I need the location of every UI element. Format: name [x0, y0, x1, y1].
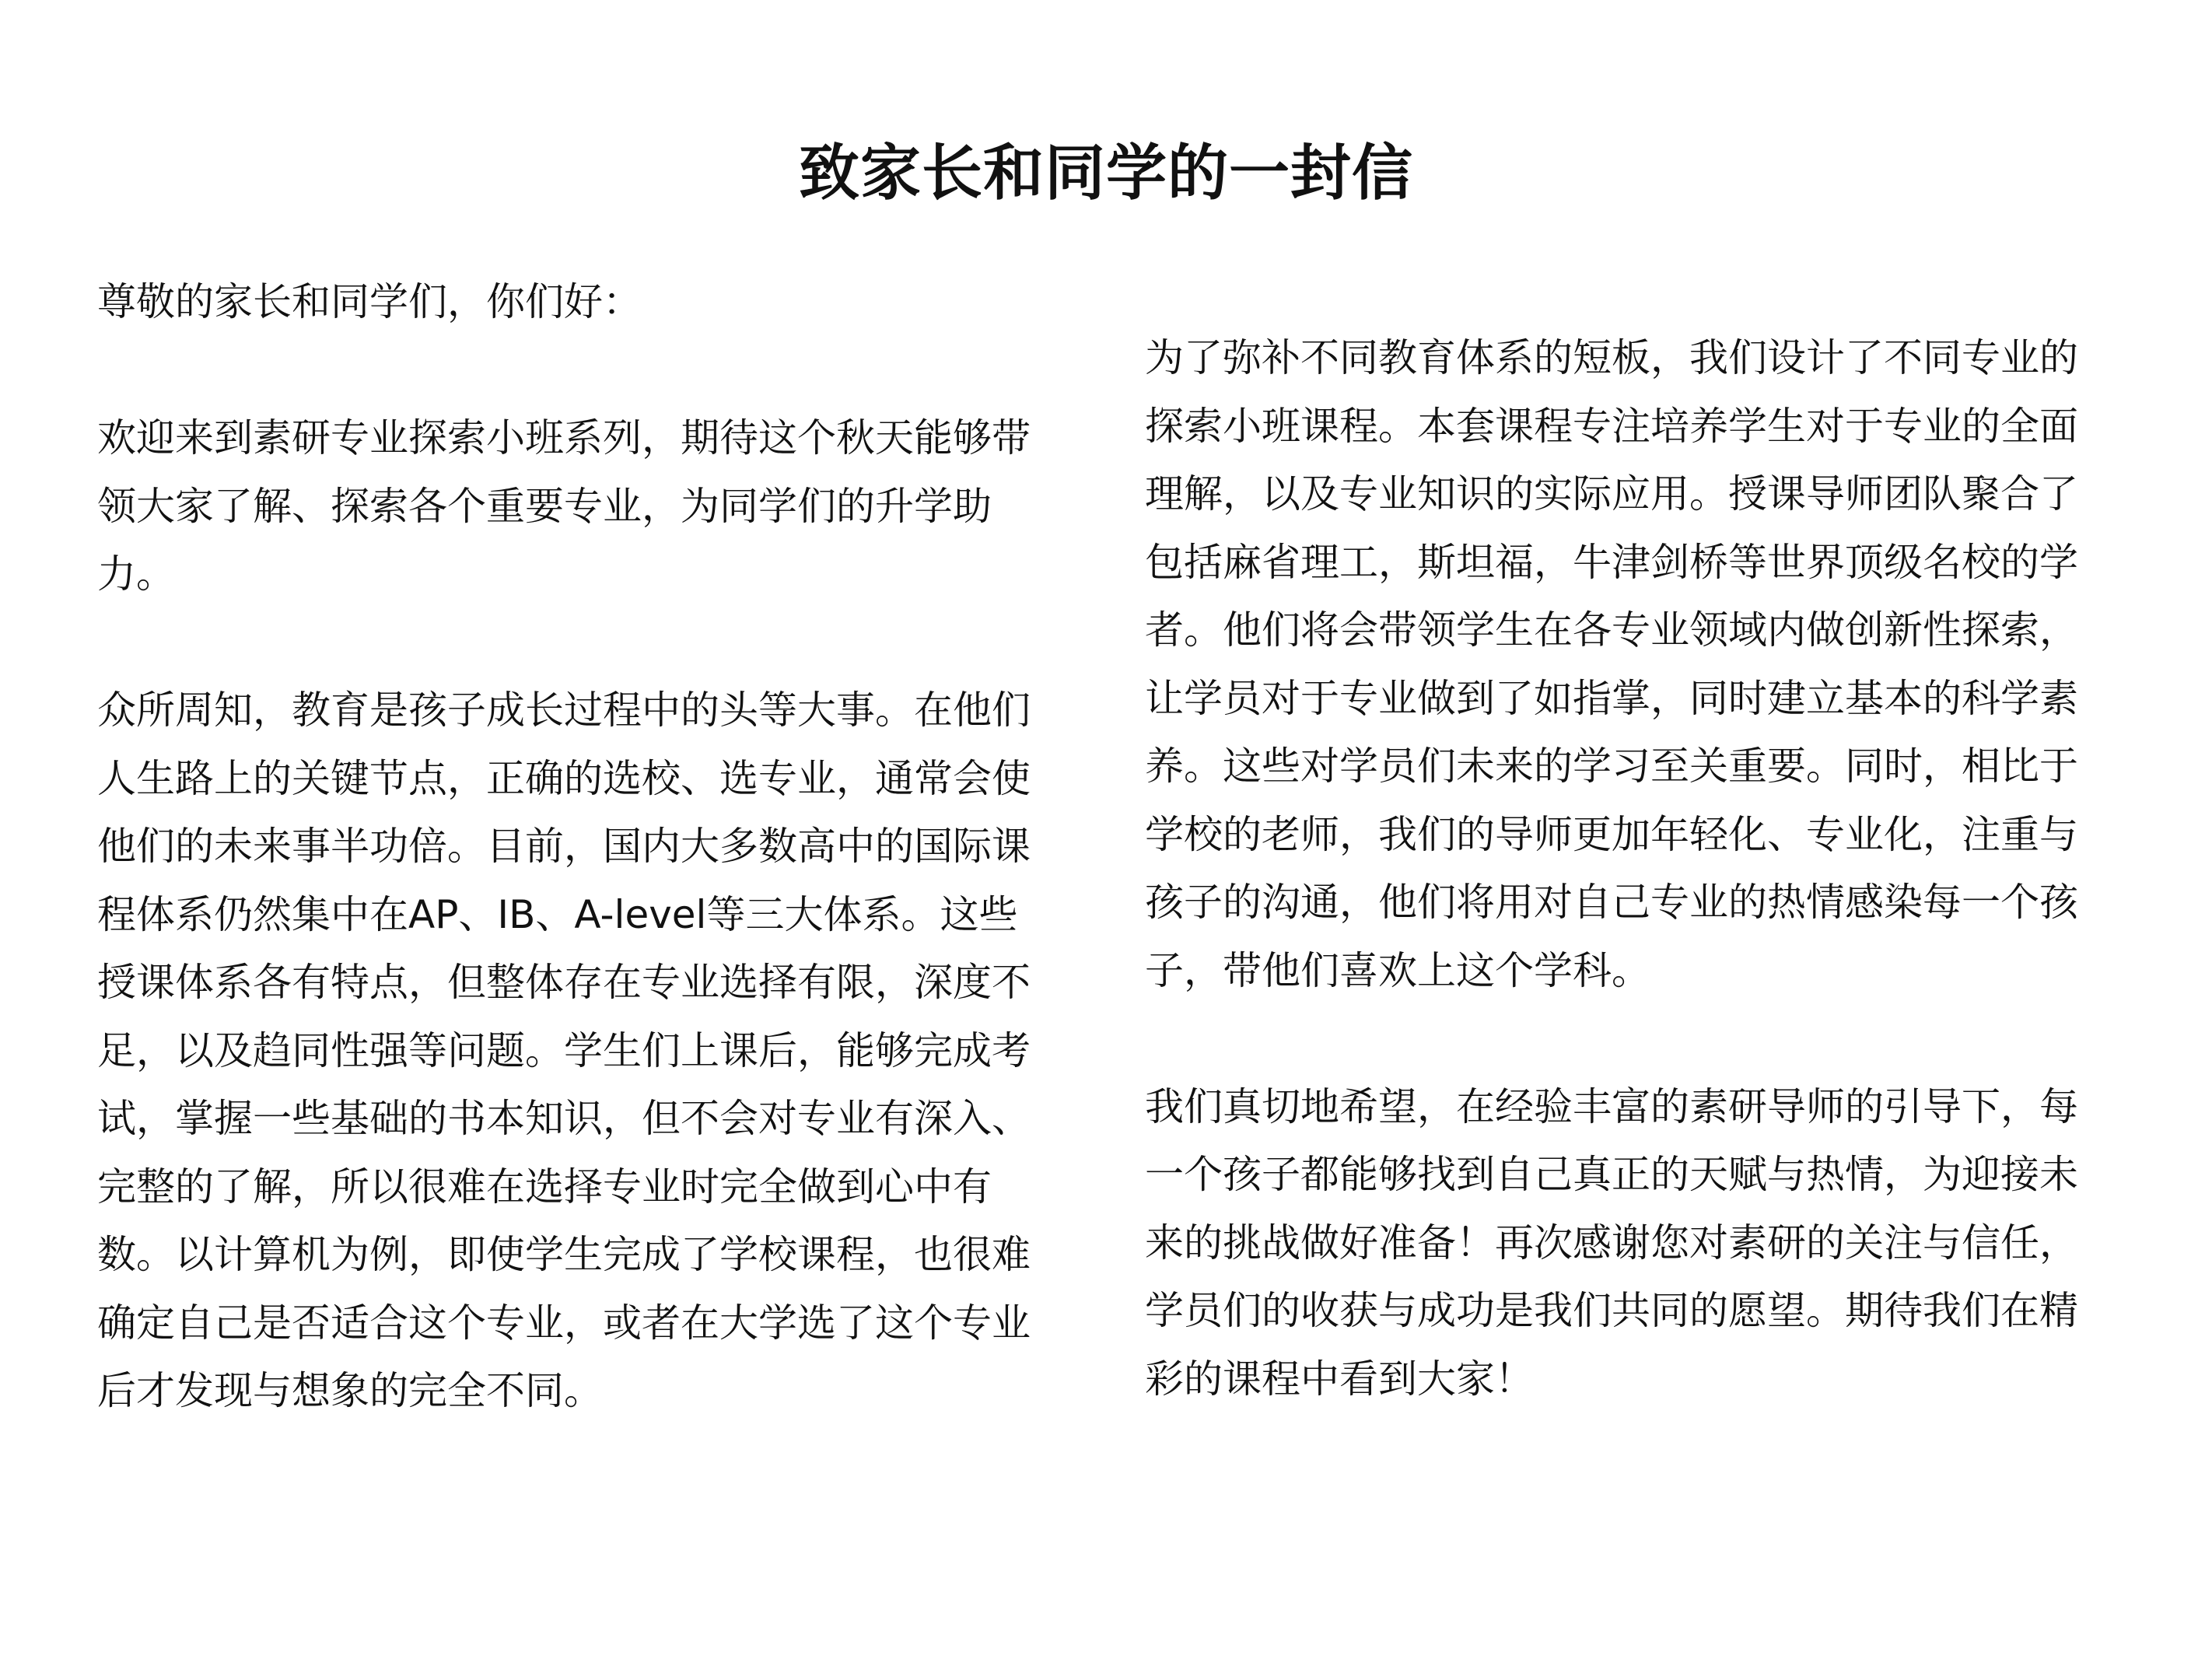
right-column [1145, 324, 2102, 1413]
paragraph-courses: 为了弥补不同教育体系的短板，我们设计了不同专业的探索小班课程。本套课程专注培养学生对于专业的全面理解，以及专业知识的实际应用。授课导师团队聚合了包括麻省理工，斯坦福，牛津剑桥等世界顶级名校的学者。他们将会带领学生在各专业领域内做创新性探索，让学员对于专业做到了如指掌，同时建立基本的科学素养。这些对学员们未来的学习至关重要。同时，相比于学校的老师，我们的导师更加年轻化、专业化，注重与孩子的沟通，他们将用对自己专业的热情感染每一个孩子，带他们喜欢上这个学科。 [1145, 335, 2078, 993]
paragraph-education: 众所周知，教育是孩子成长过程中的头等大事。在他们人生路上的关键节点，正确的选校、选专业，通常会使他们的未来事半功倍。目前，国内大多数高中的国际课程体系仍然集中在AP、IB、A-level等三大体系。这些授课体系各有特点，但整体存在专业选择有限，深度不足，以及趋同性强等问题。学生们上课后，能够完成考试，掌握一些基础的书本知识，但不会对专业有深入、完整的了解，所以很难在选择专业时完全做到心中有数。以计算机为例，即使学生完成了学校课程，也很难确定自己是否适合这个专业，或者在大学选了这个专业后才发现与想象的完全不同。 [97, 688, 1031, 1413]
paragraph-closing: 我们真切地希望，在经验丰富的素研导师的引导下，每一个孩子都能够找到自己真正的天赋与热情，为迎接未来的挑战做好准备！再次感谢您对素研的关注与信任，学员们的收获与成功是我们共同的愿望。期待我们在精彩的课程中看到大家！ [1145, 1083, 2078, 1402]
letter-greeting: 尊敬的家长和同学们，你们好： [97, 279, 642, 324]
paragraph-gap [1145, 1005, 2102, 1073]
paragraph-welcome: 欢迎来到素研专业探索小班系列，期待这个秋天能够带领大家了解、探索各个重要专业，为同学们的升学助力。 [97, 415, 1031, 597]
left-column [97, 268, 1054, 1426]
paragraph-gap [97, 337, 1054, 405]
letter-title: 致家长和同学的一封信 [798, 138, 1413, 208]
paragraph-gap [97, 609, 1054, 677]
